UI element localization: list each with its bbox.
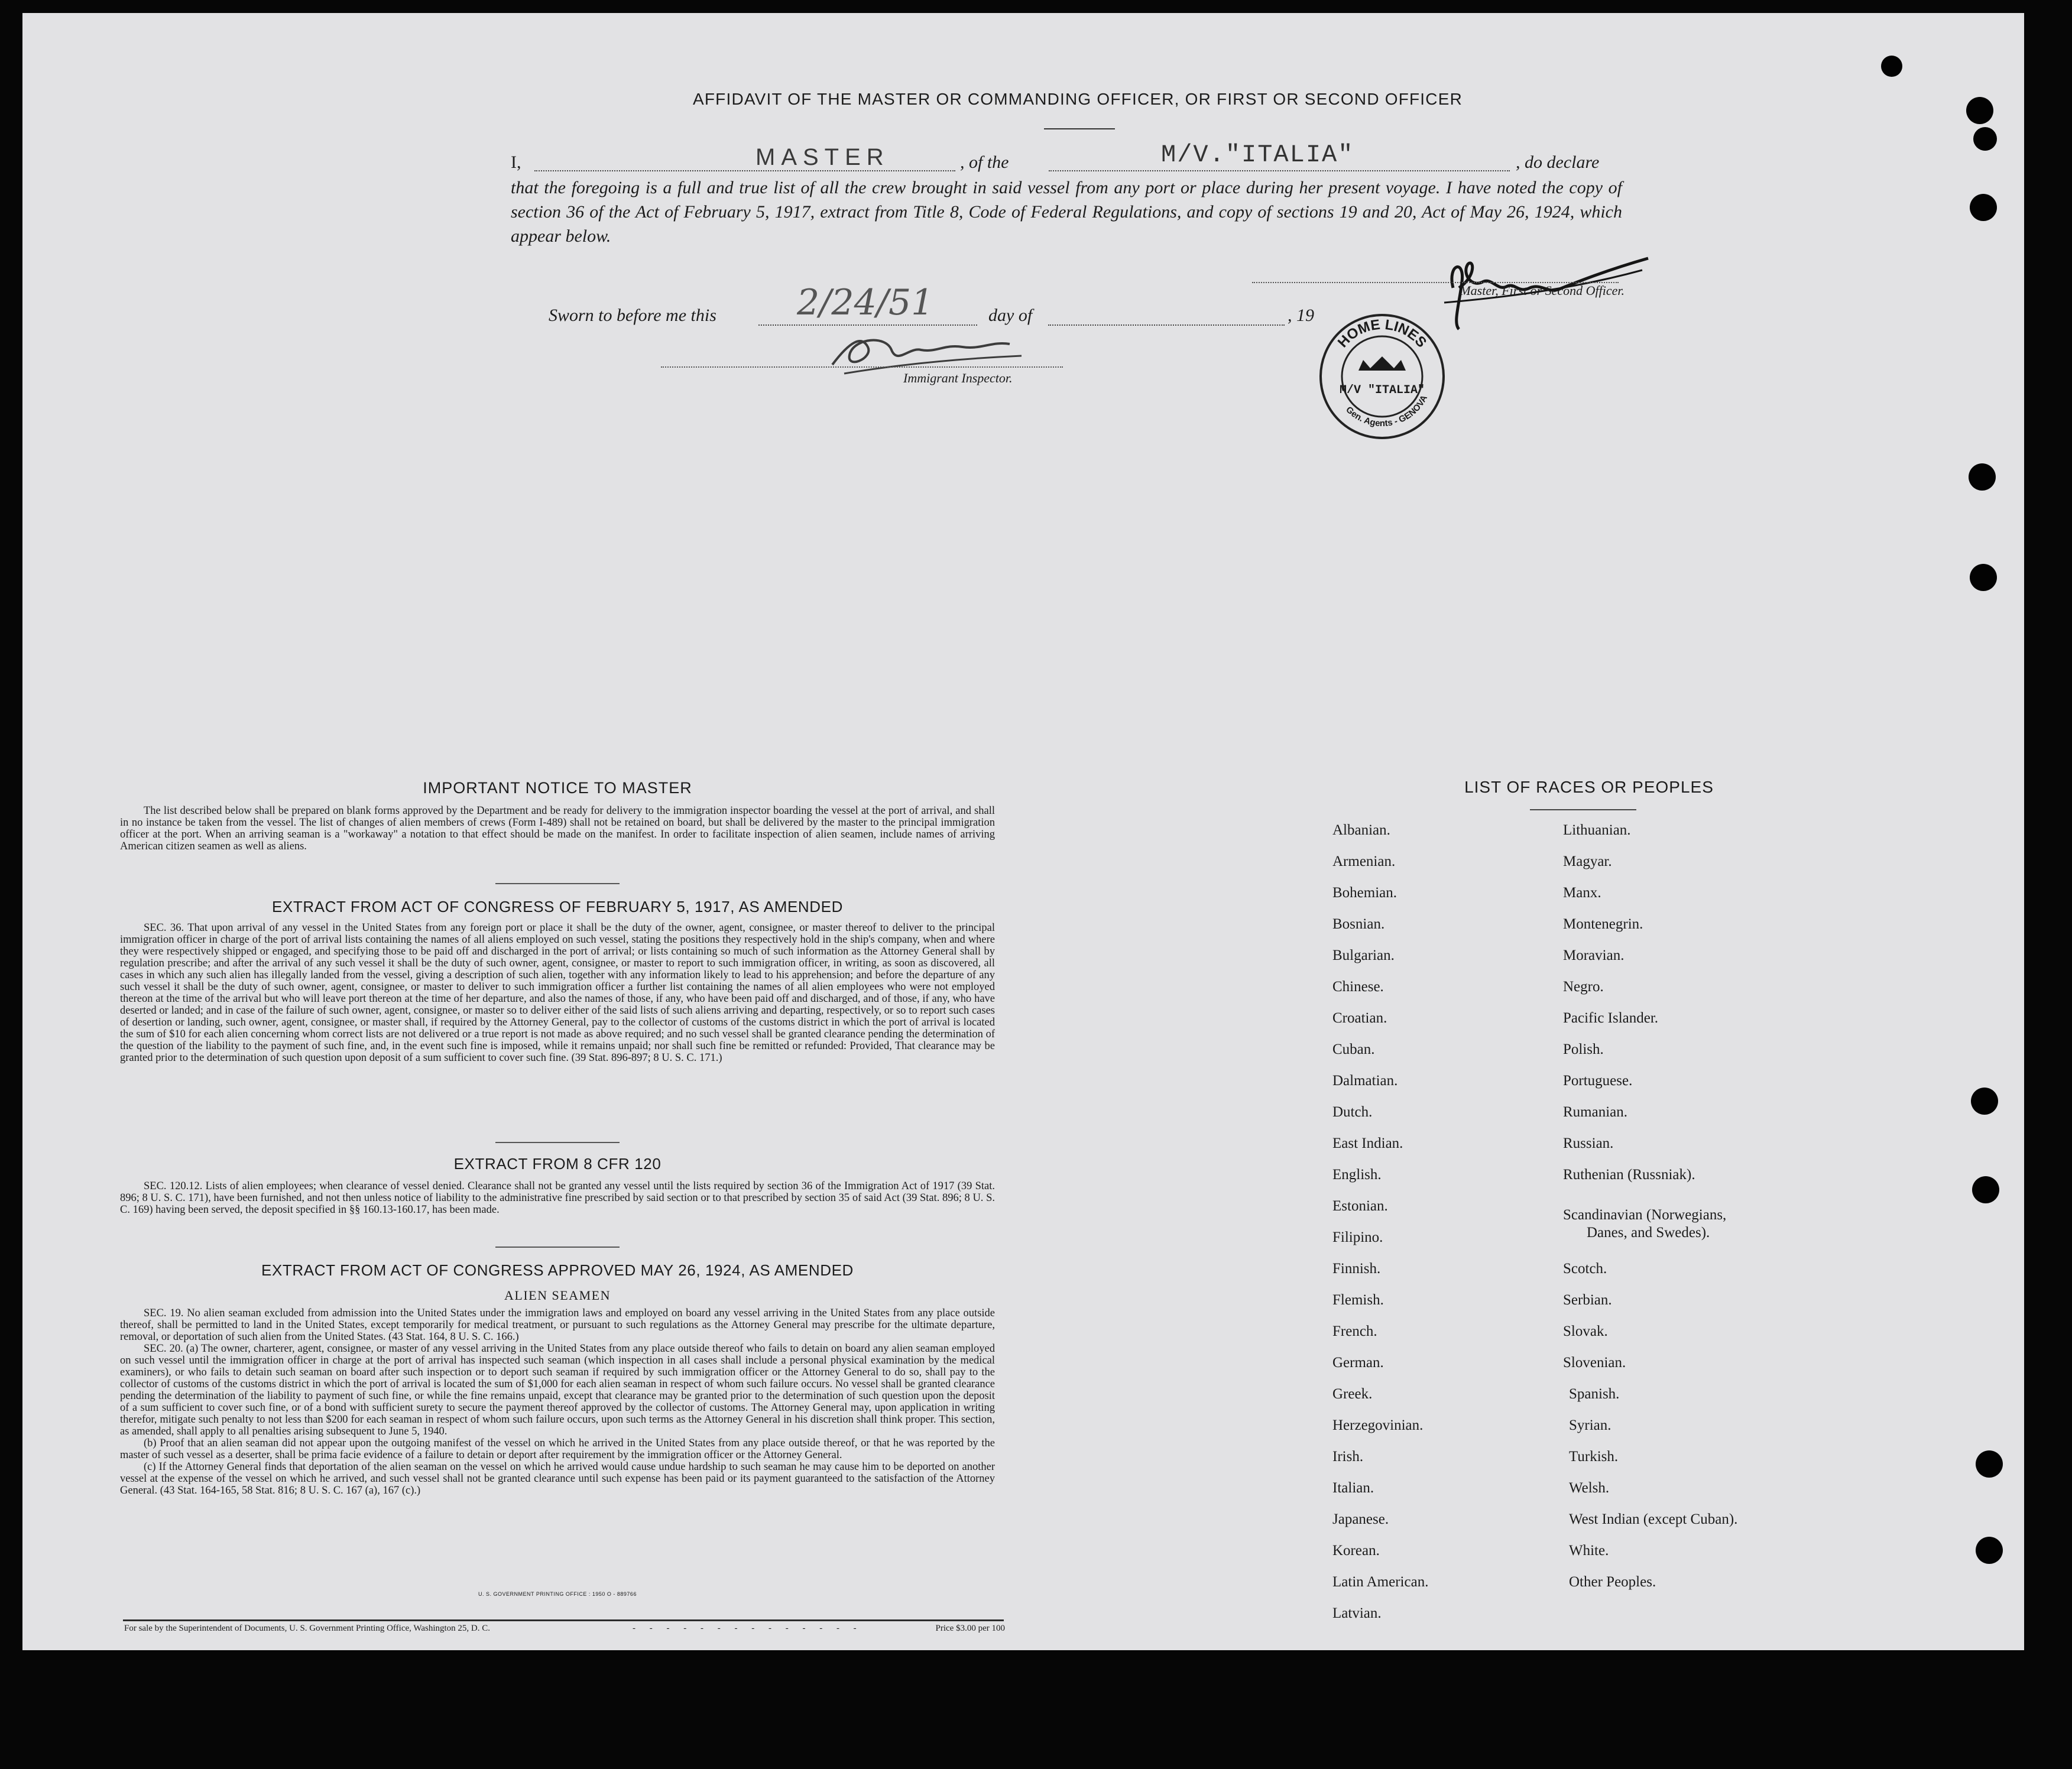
year-prefix: , 19 — [1288, 306, 1314, 325]
blank-month — [1048, 324, 1285, 326]
race-item: Cuban. — [1332, 1041, 1375, 1057]
race-item: White. — [1569, 1543, 1609, 1559]
race-item: Magyar. — [1563, 853, 1612, 869]
race-item: Moravian. — [1563, 947, 1624, 963]
race-item: Chinese. — [1332, 979, 1384, 995]
dot-leader: - - - - - - - - - - - - - - — [633, 1624, 862, 1633]
extract-1917-title: EXTRACT FROM ACT OF CONGRESS OF FEBRUARY 5, 1917, AS AMENDED — [272, 898, 843, 916]
punch-hole — [1970, 194, 1997, 221]
race-item: Croatian. — [1332, 1010, 1387, 1026]
punch-hole — [1966, 97, 1993, 124]
race-item: Scotch. — [1563, 1261, 1607, 1277]
race-item: Finnish. — [1332, 1261, 1381, 1277]
race-item: Estonian. — [1332, 1198, 1388, 1214]
race-item: Filipino. — [1332, 1229, 1383, 1245]
race-item: English. — [1332, 1167, 1382, 1183]
race-item: Negro. — [1563, 979, 1604, 995]
race-item: Bohemian. — [1332, 885, 1397, 901]
extract-1924-title: EXTRACT FROM ACT OF CONGRESS APPROVED MAY 26, 1924, AS AMENDED — [261, 1261, 854, 1279]
blank-rank — [534, 170, 955, 171]
crown-icon — [1358, 356, 1406, 371]
race-item: Bulgarian. — [1332, 947, 1395, 963]
extract-cfr-body: SEC. 120.12. Lists of alien employees; when clearance of vessel denied. Clearance shall not be granted any vessel until the lists required by section 36 of the Immigration Act of 1917 (39 Stat. 896; 8 U. S. C. 171), have been furnished, and not then unless notice of liability to the administrative fine prescribed by said section or to that prescribed by section 35 of said Act (39 Stat. 896; 8 U. S. C. 169) having been served, the deposit specified in §§ 160.13-160.17, has been made. — [120, 1180, 995, 1216]
race-item: German. — [1332, 1355, 1384, 1371]
section-19-text: SEC. 19. No alien seaman excluded from admission into the United States under the immigration laws and employed on board any vessel arriving in the United States from any place outside thereof, shall be permitted to land in the United States, except temporarily for medical treatment, or pursuant to such regulations as the Attorney General may prescribe for the ultimate departure, removal, or deportation of such alien from the United States. (43 Stat. 164, 8 U. S. C. 166.) — [120, 1307, 995, 1343]
race-item: Italian. — [1332, 1480, 1374, 1496]
extract-1924-body — [120, 1307, 995, 1497]
race-item: Latvian. — [1332, 1605, 1382, 1621]
race-item: Dutch. — [1332, 1104, 1373, 1120]
race-item: Welsh. — [1569, 1480, 1610, 1496]
race-item: East Indian. — [1332, 1135, 1403, 1151]
day-of-text: day of — [988, 306, 1033, 325]
section-20c-text: (c) If the Attorney General finds that deportation of the alien seaman on the vessel on which he arrived would cause undue hardship to such seaman he may cause him to be deported on another vessel at the expense of the vessel on which he arrived, and such vessel shall not be granted clearance until such expense has been paid or its payment guaranteed to the satisfaction of the Attorney General. (43 Stat. 164-165, 58 Stat. 816; 8 U. S. C. 167 (a), 167 (c).) — [120, 1461, 995, 1497]
race-item: Portuguese. — [1563, 1073, 1633, 1089]
race-item: Spanish. — [1569, 1386, 1620, 1402]
race-item: Japanese. — [1332, 1511, 1389, 1527]
svg-text:HOME LINES — [1335, 317, 1429, 350]
punch-hole — [1881, 56, 1902, 77]
inspector-line — [661, 366, 1063, 368]
race-item: Scandinavian (Norwegians, — [1563, 1207, 1727, 1223]
declaration-text: that the foregoing is a full and true list of all the crew brought in said vessel from any port or place during her present voyage. I have noted the copy of section 36 of the Act of February 5, 1917, extract from Title 8, Code of Federal Regulations, and copy of sections 19 and 20, Act of May 26, 1924, which appear below. — [511, 178, 1622, 246]
race-item: Irish. — [1332, 1449, 1364, 1465]
race-item: French. — [1332, 1323, 1377, 1339]
race-item: Korean. — [1332, 1543, 1380, 1559]
notice-title: IMPORTANT NOTICE TO MASTER — [423, 779, 692, 797]
punch-hole — [1976, 1537, 2003, 1564]
race-item: Greek. — [1332, 1386, 1373, 1402]
punch-hole — [1976, 1450, 2003, 1478]
do-declare-text: , do declare — [1516, 152, 1600, 172]
race-item: Serbian. — [1563, 1292, 1612, 1308]
rank-field: MASTER — [755, 144, 890, 170]
punch-hole — [1973, 127, 1997, 151]
affidavit-declaration-line — [511, 141, 1622, 180]
races-title: LIST OF RACES OR PEOPLES — [1464, 778, 1714, 796]
race-item: Syrian. — [1569, 1417, 1611, 1433]
race-item: Russian. — [1563, 1135, 1614, 1151]
section-divider — [495, 1142, 620, 1143]
race-item: Dalmatian. — [1332, 1073, 1398, 1089]
signature-label: Master, First or Second Officer. — [1460, 283, 1624, 298]
race-item: West Indian (except Cuban). — [1569, 1511, 1738, 1527]
race-item: Montenegrin. — [1563, 916, 1643, 932]
stamp-bottom-text: Gen. Agents - GENOVA — [1344, 393, 1430, 429]
footer-rule — [123, 1619, 1004, 1621]
stamp-center-text: M/V "ITALIA" — [1339, 384, 1425, 397]
blank-vessel — [1049, 170, 1510, 171]
punch-hole — [1970, 564, 1997, 591]
race-item: Albanian. — [1332, 822, 1390, 838]
race-item: Polish. — [1563, 1041, 1604, 1057]
alien-seamen-subtitle: ALIEN SEAMEN — [504, 1288, 611, 1303]
section-divider — [495, 883, 620, 884]
extract-cfr-title: EXTRACT FROM 8 CFR 120 — [453, 1155, 662, 1173]
price-text: Price $3.00 per 100 — [935, 1624, 1005, 1633]
inspector-label: Immigrant Inspector. — [903, 371, 1013, 385]
races-divider — [1530, 809, 1636, 810]
race-item: Herzegovinian. — [1332, 1417, 1424, 1433]
race-item: Ruthenian (Russniak). — [1563, 1167, 1695, 1183]
race-item: Other Peoples. — [1569, 1574, 1656, 1590]
race-item: Flemish. — [1332, 1292, 1384, 1308]
race-item: Danes, and Swedes). — [1587, 1225, 1710, 1241]
notice-body: The list described below shall be prepared on blank forms approved by the Department and be ready for delivery to the immigration inspector boarding the vessel at the port of arrival, and shall in no instance be taken from the vessel. The list of changes of alien members of crews (Form I-489) shall not be retained on board, but shall be delivered by the master to the principal immigration officer at the port. When an arriving seaman is a "workaway" a notation to that effect should be made on the manifest. In order to facilitate inspection of alien seamen, include names of arriving American citizen seamen as well as aliens. — [120, 805, 995, 852]
pronoun: I, — [511, 152, 521, 172]
race-item: Armenian. — [1332, 853, 1396, 869]
stamp-top-text: HOME LINES — [1334, 316, 1430, 351]
punch-hole — [1971, 1088, 1998, 1115]
section-20b-text: (b) Proof that an alien seaman did not appear upon the outgoing manifest of the vessel on which he arrived in the United States from any place outside thereof, or that he was reported by the master of such vessel as a deserter, shall be prima facie evidence of a failure to detain or deport after requirement by the immigration officer or the Attorney General. — [120, 1437, 995, 1461]
affidavit-title: AFFIDAVIT OF THE MASTER OR COMMANDING OFFICER, OR FIRST OR SECOND OFFICER — [692, 90, 1463, 108]
extract-1917-body: SEC. 36. That upon arrival of any vessel in the United States from any foreign port or place it shall be the duty of the owner, agent, consignee, or master thereof to deliver to the principal immigration officer in charge of the port of arrival lists containing the names of all aliens employed on such vessel, stating the positions they respectively hold in the ship's company, when and where they were respectively shipped or engaged, and specifying those to be paid off and discharged in the port of arrival; or lists containing so much of such information as the Attorney General shall by regulation prescribe; and after the arrival of any such vessel it shall be the duty of such owner, agent, consignee, or master to report to such immigration officer, in writing, as soon as discovered, all cases in which any such alien has illegally landed from the vessel, giving a description of such alien, together with any information likely to lead to his apprehension; and before the departure of any such vessel it shall be the duty of such owner, agent, consignee, or master to deliver to such immigration officer a further list containing the names of all alien employees who were not employed thereon at the time of the arrival but who will leave port thereon at the time of her departure, and also the names of those, if any, who have been paid off and discharged, and of those, if any, who have deserted or landed; and in case of the failure of such owner, agent, consignee, or master so to deliver either of the said lists of such aliens arriving and departing, respectively, or so to report such cases of desertion or landing, such owner, agent, consignee, or master shall, if required by the Attorney General, pay to the collector of customs of the customs district in which the port of arrival is located the sum of $10 for each alien concerning whom correct lists are not delivered or a true report is not made as above required; and no such vessel shall be granted clearance pending the determination of the question of the liability to the payment of such fine, and, in the event such fine is imposed, while it remains unpaid; nor shall such fine be remitted or refunded: Provided, That clearance may be granted prior to the determination of such question upon deposit of a sum sufficient to cover such fine. (39 Stat. 896-897; 8 U. S. C. 171.) — [120, 922, 995, 1064]
punch-hole — [1972, 1176, 1999, 1203]
title-divider — [1044, 128, 1115, 129]
race-item: Lithuanian. — [1563, 822, 1631, 838]
race-item: Rumanian. — [1563, 1104, 1628, 1120]
sale-text: For sale by the Superintendent of Documents, U. S. Government Printing Office, Washington 25, D. C. — [124, 1624, 490, 1633]
race-item: Pacific Islander. — [1563, 1010, 1659, 1026]
section-20a-text: SEC. 20. (a) The owner, charterer, agent, consignee, or master of any vessel arriving in the United States from any place outside thereof who fails to detain on board any alien seaman employed on such vessel until the immigration officer in charge at the port of arrival has inspected such seaman (which inspection in all cases shall include a personal physical examination by the medical examiners), or who fails to detain such seaman on board after such inspection or to deport such seaman if required by such immigration officer or the Attorney General to do so, shall pay to the collector of customs of the customs district in which the port of arrival is located the sum of $1,000 for each alien seaman in respect of whom such failure occurs. No vessel shall be granted clearance pending the determination of the liability to payment of such fine, or while the fine remains unpaid, except that clearance may be granted prior to the determination of such question upon the deposit of a sum sufficient to cover such fine, or of a bond with sufficient surety to secure the payment thereof approved by the collector of customs. The Attorney General may, upon application in writing therefor, mitigate such penalty to not less than $200 for each seaman in respect of whom such failure occurs, upon such terms as the Attorney General in his discretion shall think proper. This section, as amended, shall apply to all penalties arising subsequent to June 5, 1940. — [120, 1343, 995, 1437]
vessel-name-field: M/V."ITALIA" — [1161, 141, 1354, 169]
home-lines-stamp — [1317, 311, 1447, 442]
handwritten-date: 2/24/51 — [797, 282, 934, 323]
race-item: Turkish. — [1569, 1449, 1619, 1465]
gpo-imprint: U. S. GOVERNMENT PRINTING OFFICE : 1950 O - 889766 — [478, 1591, 637, 1597]
punch-hole — [1969, 463, 1996, 491]
race-item: Bosnian. — [1332, 916, 1385, 932]
of-the-text: , of the — [960, 152, 1009, 172]
race-item: Manx. — [1563, 885, 1601, 901]
race-item: Latin American. — [1332, 1574, 1429, 1590]
section-divider — [495, 1247, 620, 1248]
race-item: Slovak. — [1563, 1323, 1608, 1339]
document-page — [22, 13, 2024, 1650]
sworn-text: Sworn to before me this — [549, 306, 716, 325]
sale-footer — [124, 1624, 1005, 1634]
race-item: Slovenian. — [1563, 1355, 1626, 1371]
